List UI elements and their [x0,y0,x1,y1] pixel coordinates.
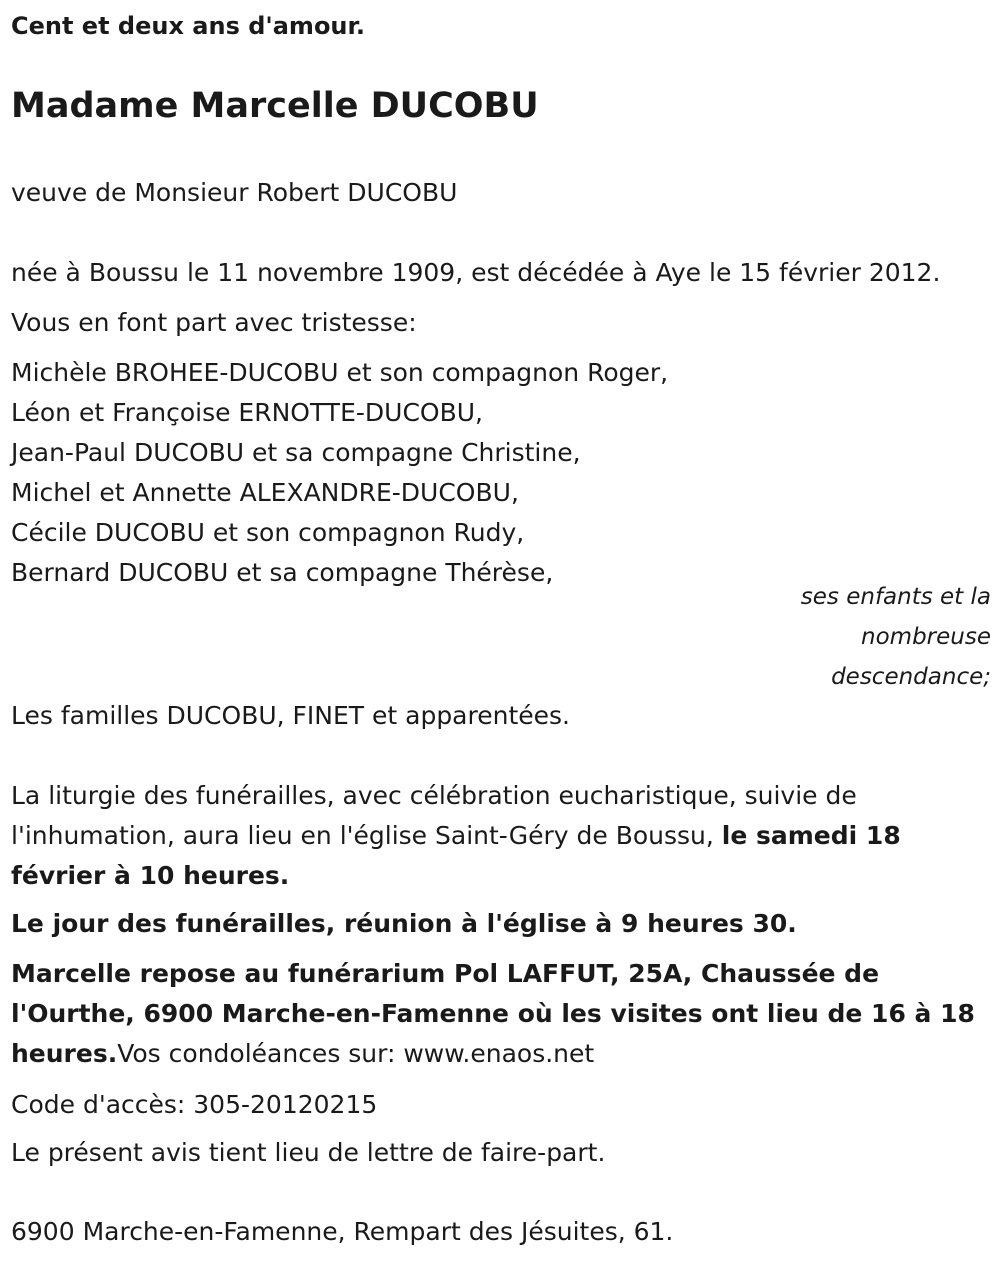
funeral-home: Marcelle repose au funérarium Pol LAFFUT, 25A, Chaussée de l'Ourthe, 6900 Marche-en-Famenne où les visites ont lieu de 16 à 18 heures. [11,959,975,1068]
condolences: Vos condoléances sur: www.enaos.net [117,1039,595,1068]
tagline: Cent et deux ans d'amour. [11,12,366,40]
address: 6900 Marche-en-Famenne, Rempart des Jésuites, 61. [11,1217,674,1246]
families-line: Les familles DUCOBU, FINET et apparentées. [11,701,570,730]
funeral-home-paragraph [11,954,991,1074]
notice-letter: Le présent avis tient lieu de lettre de faire-part. [11,1138,606,1167]
birth-death: née à Boussu le 11 novembre 1909, est décédée à Aye le 15 février 2012. [11,258,941,287]
family-member: Michel et Annette ALEXANDRE-DUCOBU, [11,478,519,507]
family-member: Jean-Paul DUCOBU et sa compagne Christine, [11,438,581,467]
family-member: Cécile DUCOBU et son compagnon Rudy, [11,518,525,547]
access-code: Code d'accès: 305-20120215 [11,1090,378,1119]
widow-of: veuve de Monsieur Robert DUCOBU [11,178,458,207]
deceased-name: Madame Marcelle DUCOBU [11,86,539,126]
family-member: Bernard DUCOBU et sa compagne Thérèse, [11,558,554,587]
meeting-line: Le jour des funérailles, réunion à l'église à 9 heures 30. [11,909,797,938]
announcement: Vous en font part avec tristesse: [11,308,417,337]
liturgy-paragraph [11,776,991,896]
family-list [11,353,668,593]
family-member: Michèle BROHEE-DUCOBU et son compagnon Roger, [11,358,669,387]
descendants-signature: ses enfants et la nombreuse descendance; [800,584,991,690]
liturgy-date: le samedi 18 février à 10 heures. [11,821,901,890]
family-member: Léon et Françoise ERNOTTE-DUCOBU, [11,398,483,427]
liturgy-text: La liturgie des funérailles, avec célébration eucharistique, suivie de l'inhumation, aura lieu en l'église Saint-Géry de Boussu, [11,781,857,850]
